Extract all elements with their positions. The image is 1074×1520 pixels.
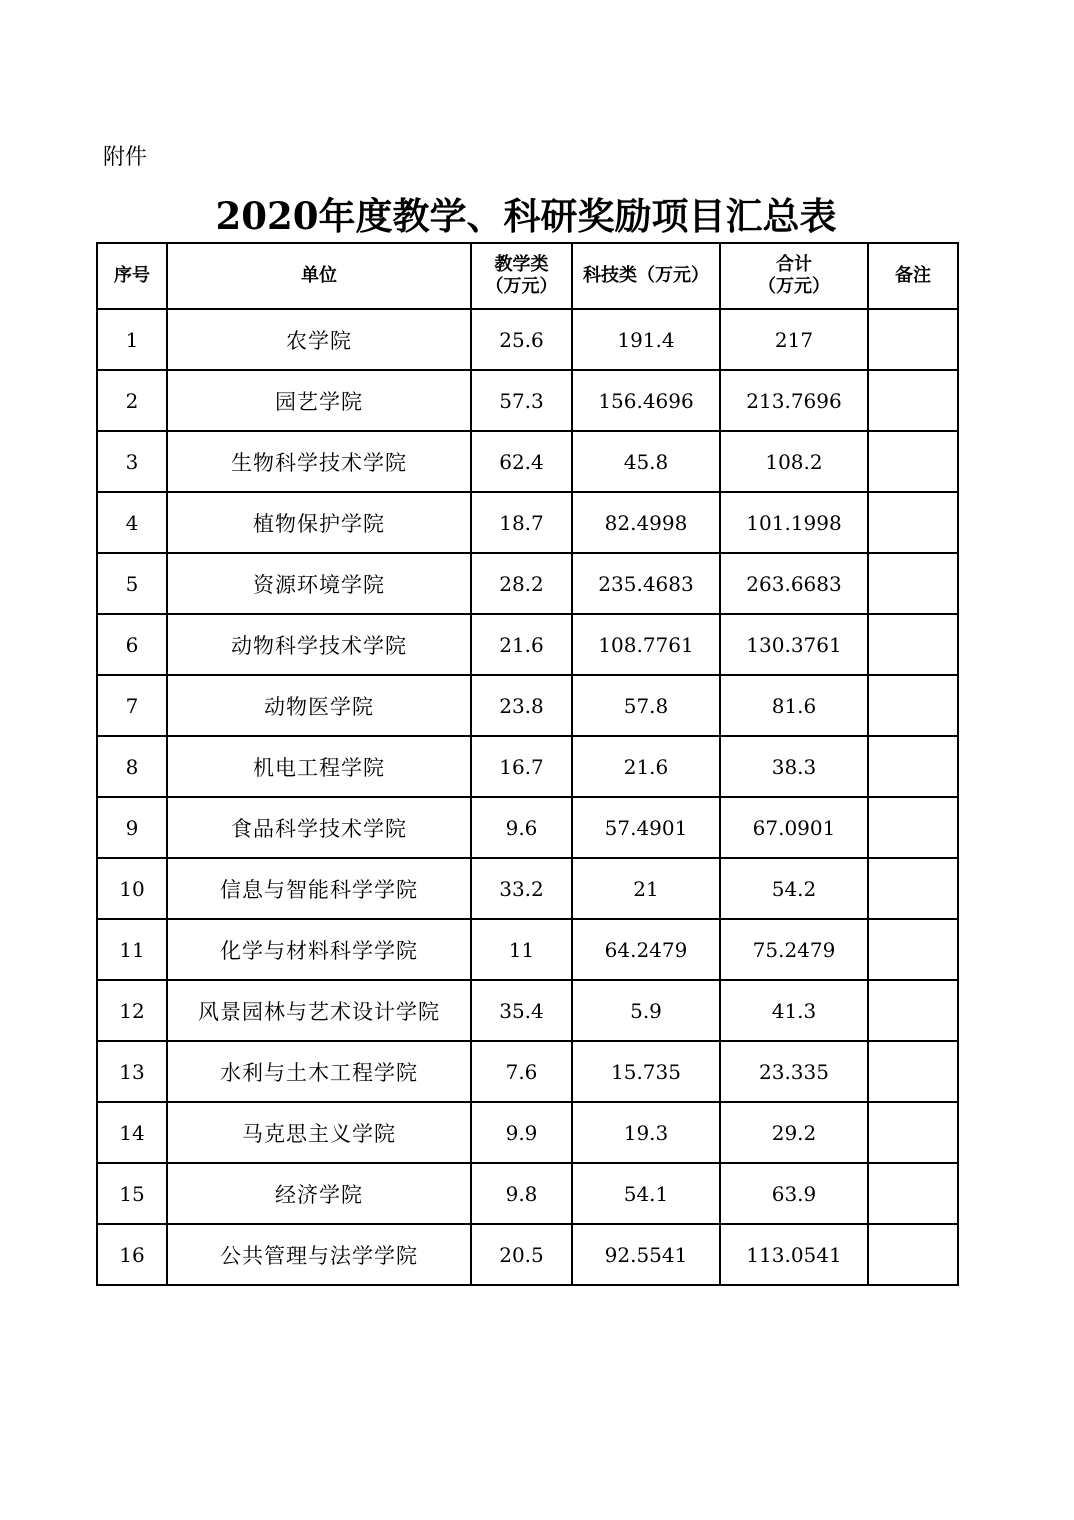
cell-teaching: 28.2 xyxy=(471,553,572,614)
cell-unit: 化学与材料科学学院 xyxy=(167,919,471,980)
header-unit: 单位 xyxy=(167,243,471,309)
table-row xyxy=(97,797,958,858)
cell-index: 5 xyxy=(97,553,167,614)
cell-remarks xyxy=(868,431,958,492)
cell-total: 54.2 xyxy=(720,858,868,919)
cell-total: 23.335 xyxy=(720,1041,868,1102)
table-header-row xyxy=(97,243,958,309)
cell-unit: 园艺学院 xyxy=(167,370,471,431)
table-row xyxy=(97,1163,958,1224)
cell-index: 13 xyxy=(97,1041,167,1102)
cell-teaching: 9.6 xyxy=(471,797,572,858)
header-teaching-line2: （万元） xyxy=(485,276,558,297)
cell-unit: 食品科学技术学院 xyxy=(167,797,471,858)
awards-summary-table xyxy=(96,242,959,1286)
cell-unit: 水利与土木工程学院 xyxy=(167,1041,471,1102)
cell-research: 21.6 xyxy=(572,736,720,797)
cell-teaching: 9.8 xyxy=(471,1163,572,1224)
attachment-label: 附件 xyxy=(103,145,148,170)
cell-teaching: 21.6 xyxy=(471,614,572,675)
cell-index: 10 xyxy=(97,858,167,919)
cell-remarks xyxy=(868,309,958,370)
cell-remarks xyxy=(868,1224,958,1285)
cell-remarks xyxy=(868,980,958,1041)
cell-teaching: 20.5 xyxy=(471,1224,572,1285)
cell-total: 29.2 xyxy=(720,1102,868,1163)
cell-teaching: 62.4 xyxy=(471,431,572,492)
cell-research: 54.1 xyxy=(572,1163,720,1224)
cell-remarks xyxy=(868,919,958,980)
table-row xyxy=(97,919,958,980)
cell-teaching: 11 xyxy=(471,919,572,980)
table-row xyxy=(97,858,958,919)
header-index: 序号 xyxy=(97,243,167,309)
cell-unit: 动物医学院 xyxy=(167,675,471,736)
header-total xyxy=(720,243,868,309)
cell-research: 45.8 xyxy=(572,431,720,492)
cell-research: 156.4696 xyxy=(572,370,720,431)
table-row xyxy=(97,431,958,492)
cell-remarks xyxy=(868,858,958,919)
cell-unit: 公共管理与法学学院 xyxy=(167,1224,471,1285)
cell-research: 191.4 xyxy=(572,309,720,370)
cell-unit: 农学院 xyxy=(167,309,471,370)
cell-total: 101.1998 xyxy=(720,492,868,553)
cell-index: 4 xyxy=(97,492,167,553)
cell-total: 113.0541 xyxy=(720,1224,868,1285)
cell-remarks xyxy=(868,370,958,431)
table-row xyxy=(97,553,958,614)
cell-teaching: 9.9 xyxy=(471,1102,572,1163)
cell-teaching: 7.6 xyxy=(471,1041,572,1102)
cell-teaching: 35.4 xyxy=(471,980,572,1041)
cell-total: 213.7696 xyxy=(720,370,868,431)
cell-remarks xyxy=(868,675,958,736)
cell-index: 1 xyxy=(97,309,167,370)
cell-unit: 动物科学技术学院 xyxy=(167,614,471,675)
cell-remarks xyxy=(868,736,958,797)
cell-total: 263.6683 xyxy=(720,553,868,614)
cell-total: 217 xyxy=(720,309,868,370)
table-row xyxy=(97,309,958,370)
cell-teaching: 57.3 xyxy=(471,370,572,431)
header-teaching-line1: 教学类 xyxy=(494,254,549,275)
cell-index: 15 xyxy=(97,1163,167,1224)
cell-index: 7 xyxy=(97,675,167,736)
cell-teaching: 23.8 xyxy=(471,675,572,736)
table-row xyxy=(97,1224,958,1285)
table-row xyxy=(97,1102,958,1163)
cell-research: 82.4998 xyxy=(572,492,720,553)
cell-total: 81.6 xyxy=(720,675,868,736)
cell-total: 108.2 xyxy=(720,431,868,492)
cell-unit: 经济学院 xyxy=(167,1163,471,1224)
cell-unit: 风景园林与艺术设计学院 xyxy=(167,980,471,1041)
cell-total: 130.3761 xyxy=(720,614,868,675)
cell-index: 14 xyxy=(97,1102,167,1163)
cell-research: 57.8 xyxy=(572,675,720,736)
page-title: 2020年度教学、科研奖励项目汇总表 xyxy=(215,194,837,238)
cell-total: 41.3 xyxy=(720,980,868,1041)
cell-research: 235.4683 xyxy=(572,553,720,614)
cell-research: 19.3 xyxy=(572,1102,720,1163)
table-row xyxy=(97,736,958,797)
cell-unit: 植物保护学院 xyxy=(167,492,471,553)
table-row xyxy=(97,492,958,553)
table-row xyxy=(97,614,958,675)
cell-index: 8 xyxy=(97,736,167,797)
cell-research: 92.5541 xyxy=(572,1224,720,1285)
table-row xyxy=(97,1041,958,1102)
header-remarks: 备注 xyxy=(868,243,958,309)
cell-remarks xyxy=(868,492,958,553)
table-row xyxy=(97,370,958,431)
cell-unit: 信息与智能科学学院 xyxy=(167,858,471,919)
cell-research: 64.2479 xyxy=(572,919,720,980)
cell-research: 5.9 xyxy=(572,980,720,1041)
cell-remarks xyxy=(868,1041,958,1102)
cell-remarks xyxy=(868,553,958,614)
cell-index: 12 xyxy=(97,980,167,1041)
cell-research: 57.4901 xyxy=(572,797,720,858)
cell-unit: 资源环境学院 xyxy=(167,553,471,614)
cell-index: 11 xyxy=(97,919,167,980)
cell-total: 63.9 xyxy=(720,1163,868,1224)
cell-research: 108.7761 xyxy=(572,614,720,675)
cell-index: 2 xyxy=(97,370,167,431)
cell-teaching: 25.6 xyxy=(471,309,572,370)
cell-remarks xyxy=(868,1163,958,1224)
cell-teaching: 18.7 xyxy=(471,492,572,553)
cell-remarks xyxy=(868,1102,958,1163)
cell-unit: 马克思主义学院 xyxy=(167,1102,471,1163)
cell-unit: 生物科学技术学院 xyxy=(167,431,471,492)
header-total-line2: （万元） xyxy=(758,276,830,297)
cell-index: 3 xyxy=(97,431,167,492)
cell-total: 67.0901 xyxy=(720,797,868,858)
cell-index: 16 xyxy=(97,1224,167,1285)
table-row xyxy=(97,980,958,1041)
cell-remarks xyxy=(868,614,958,675)
cell-remarks xyxy=(868,797,958,858)
cell-total: 75.2479 xyxy=(720,919,868,980)
cell-research: 15.735 xyxy=(572,1041,720,1102)
table-row xyxy=(97,675,958,736)
header-total-line1: 合计 xyxy=(776,254,812,275)
header-teaching xyxy=(471,243,572,309)
cell-unit: 机电工程学院 xyxy=(167,736,471,797)
cell-index: 6 xyxy=(97,614,167,675)
cell-teaching: 33.2 xyxy=(471,858,572,919)
cell-research: 21 xyxy=(572,858,720,919)
cell-index: 9 xyxy=(97,797,167,858)
cell-total: 38.3 xyxy=(720,736,868,797)
cell-teaching: 16.7 xyxy=(471,736,572,797)
header-research: 科技类（万元） xyxy=(572,243,720,309)
